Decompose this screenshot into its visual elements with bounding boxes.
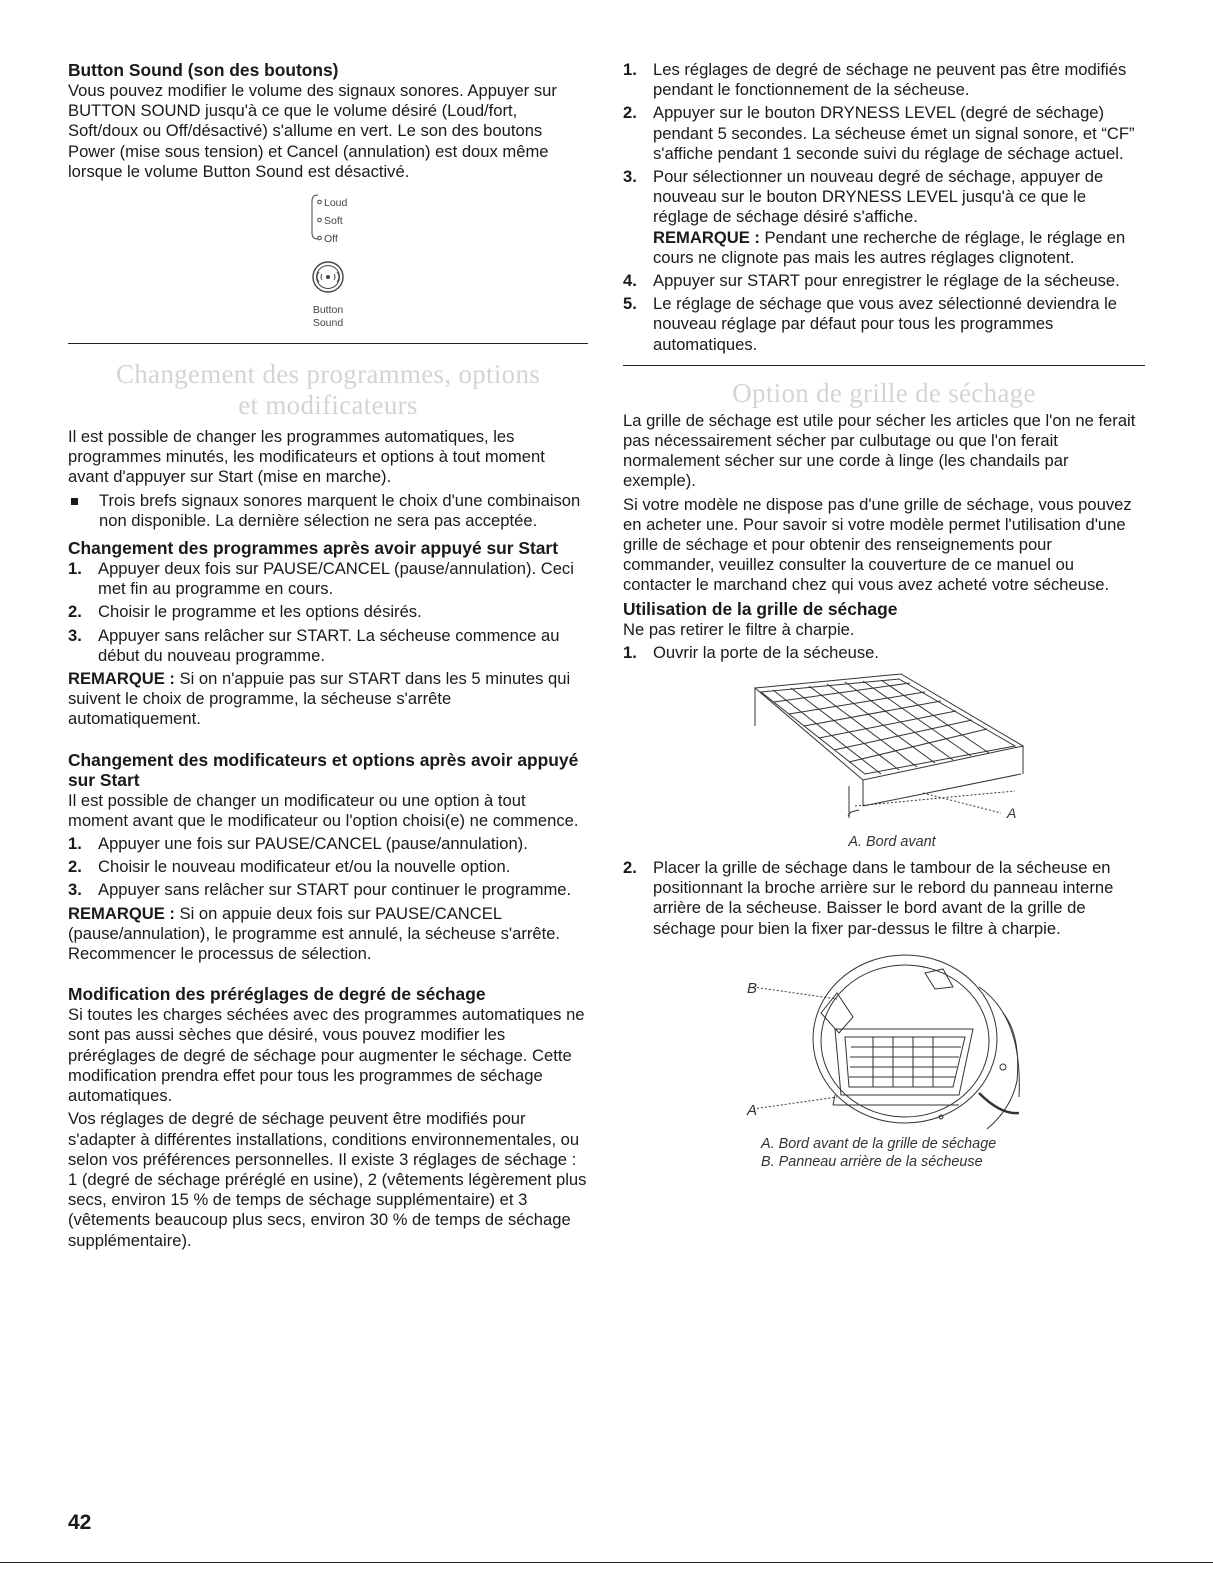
step-text: Appuyer une fois sur PAUSE/CANCEL (pause/annulation).	[98, 834, 528, 854]
list-item	[68, 857, 588, 877]
list-item	[623, 271, 1145, 291]
list-item	[623, 60, 1145, 100]
change-programs-steps	[68, 559, 588, 666]
using-rack-step-2	[623, 858, 1145, 939]
step-number: 5.	[623, 294, 637, 314]
step-text: Pour sélectionner un nouveau degré de séchage, appuyer de nouveau sur le bouton DRYNESS LEVEL jusqu'à ce que le réglage de séchage désiré s'affiche.	[653, 167, 1104, 227]
fig1-caption: A. Bord avant	[848, 834, 936, 847]
square-bullet-icon	[71, 498, 78, 505]
change-programs-note	[68, 669, 588, 730]
step-number: 2.	[623, 858, 637, 878]
section-title-programs: Changement des programmes, options et modificateurs	[115, 359, 541, 421]
fig2-caption-a: A. Bord avant de la grille de séchage	[761, 1135, 997, 1152]
step-number: 2.	[68, 602, 82, 622]
fig2-label-b: B	[747, 979, 758, 997]
level-soft-label: Soft	[324, 215, 343, 228]
section-divider	[623, 365, 1145, 366]
step-text: Choisir le nouveau modificateur et/ou la nouvelle option.	[98, 857, 511, 877]
dryness-presets-body-1: Si toutes les charges séchées avec des programmes automatiques ne sont pas aussi sèches que désiré, vous pouvez modifier les préréglages de degré de séchage pour augmenter le séchage. Cette modification prendra effet pour tous les programmes de séchage automatiques.	[68, 1005, 585, 1106]
step-text: Appuyer deux fois sur PAUSE/CANCEL (pause/annulation). Ceci met fin au programme en cours.	[98, 559, 574, 599]
step-number: 2.	[68, 857, 82, 877]
note-text: Si on appuie deux fois sur PAUSE/CANCEL (pause/annulation), le programme est annulé, la sécheuse s'arrête. Recommencer le processus de sélection.	[68, 903, 561, 964]
button-sound-label-2: Sound	[312, 317, 344, 330]
change-modifiers-note	[68, 904, 588, 965]
list-item	[68, 880, 588, 900]
list-item	[623, 103, 1145, 164]
section-title-drying-rack: Option de grille de séchage	[732, 377, 1036, 408]
step-number: 2.	[623, 103, 637, 123]
list-item	[68, 626, 588, 666]
list-item	[623, 643, 1145, 663]
programs-intro: Il est possible de changer les programmes automatiques, les programmes minutés, les modificateurs et options à tout moment avant d'appuyer sur Start (mise en marche).	[68, 427, 545, 487]
using-rack-heading: Utilisation de la grille de séchage	[623, 598, 898, 619]
step-number: 1.	[68, 834, 82, 854]
change-modifiers-heading: Changement des modificateurs et options après avoir appuyé sur Start	[68, 749, 579, 790]
change-modifiers-steps	[68, 834, 588, 901]
dryness-presets-heading: Modification des préréglages de degré de séchage	[68, 984, 486, 1005]
button-sound-body: Vous pouvez modifier le volume des signaux sonores. Appuyer sur BUTTON SOUND jusqu'à ce que le volume désiré (Loud/fort, Soft/doux ou Off/désactivé) s'allume en vert. Le son des boutons Power (mise sous tension) et Cancel (annulation) est doux même lorsque le volume Button Sound est désactivé.	[68, 81, 557, 181]
note-label: REMARQUE :	[68, 903, 175, 923]
step-text: Appuyer sur START pour enregistrer le réglage de la sécheuse.	[653, 271, 1120, 291]
step-text: Le réglage de séchage que vous avez sélectionné deviendra le nouveau réglage par défaut pour tous les programmes automatiques.	[653, 294, 1118, 354]
button-sound-label-1: Button	[312, 304, 344, 317]
bottom-rule	[0, 1562, 1213, 1563]
button-sound-heading: Button Sound (son des boutons)	[68, 60, 339, 80]
note-label: REMARQUE :	[653, 227, 760, 247]
step-number: 1.	[68, 559, 82, 579]
page-number: 42	[68, 1511, 92, 1534]
fig2-label-a: A	[747, 1101, 758, 1119]
dryness-presets-body-2: Vos réglages de degré de séchage peuvent être modifiés pour s'adapter à différentes installations, conditions environnementales, ou selon vos préférences personnelles. Il existe 3 réglages de séchage : 1 (degré de séchage préréglé en usine), 2 (vêtements légèrement plus secs, environ 15 % de temps de séchage supplémentaire) et 3 (vêtements beaucoup plus secs, environ 30 % de temps de séchage supplémentaire).	[68, 1109, 587, 1250]
step-text: Appuyer sans relâcher sur START. La sécheuse commence au début du nouveau programme.	[98, 625, 560, 665]
note-label: REMARQUE :	[68, 669, 175, 689]
step-number: 1.	[623, 60, 637, 79]
drying-rack-body-2: Si votre modèle ne dispose pas d'une grille de séchage, vous pouvez en acheter une. Pour savoir si votre modèle permet l'utilisation d'une grille de séchage et pour obtenir des renseignements pour commander, veuillez consulter la couverture de ce manuel ou contacter le marchand chez qui vous avez acheté votre sécheuse.	[623, 494, 1132, 595]
button-sound-illustration	[68, 185, 588, 343]
rack-figure	[623, 666, 1145, 846]
dryness-steps	[623, 60, 1145, 355]
step-number: 3.	[68, 880, 82, 900]
level-loud-label: Loud	[324, 197, 348, 210]
step-text: Les réglages de degré de séchage ne peuvent pas être modifiés pendant le fonctionnement de la sécheuse.	[653, 60, 1127, 100]
list-item	[68, 559, 588, 599]
step-text: Choisir le programme et les options désirés.	[98, 602, 422, 622]
step-text: Ouvrir la porte de la sécheuse.	[653, 642, 879, 662]
change-programs-heading: Changement des programmes après avoir appuyé sur Start	[68, 538, 558, 559]
step-text: Appuyer sans relâcher sur START pour continuer le programme.	[98, 880, 572, 900]
bullet-text: Trois brefs signaux sonores marquent le choix d'une combinaison non disponible. La dernière sélection ne sera pas acceptée.	[99, 490, 581, 530]
list-item	[623, 167, 1145, 268]
step-number: 4.	[623, 271, 637, 291]
using-rack-step-1	[623, 643, 1145, 663]
step-number: 3.	[68, 625, 82, 645]
section-divider	[68, 343, 588, 344]
fig2-caption-b: B. Panneau arrière de la sécheuse	[761, 1153, 983, 1167]
list-item	[623, 294, 1145, 355]
drying-rack-body-1: La grille de séchage est utile pour sécher les articles que l'on ne ferait pas nécessairement sécher par culbutage ou que l'on ferait normalement sécher sur une corde à linge (les chandails par exemple).	[623, 410, 1136, 491]
step-text: Appuyer sur le bouton DRYNESS LEVEL (degré de séchage) pendant 5 secondes. La sécheuse émet un signal sonore, et “CF” s'affiche pendant 1 seconde suivi du réglage de séchage actuel.	[653, 103, 1135, 163]
list-item	[68, 602, 588, 622]
right-column	[623, 60, 1145, 1167]
button-sound-panel	[68, 185, 588, 343]
note-text: Si on n'appuie pas sur START dans les 5 minutes qui suivent le choix de programme, la sécheuse s'arrête automatiquement.	[68, 669, 571, 729]
step-number: 1.	[623, 642, 637, 662]
list-item	[623, 858, 1145, 939]
left-column	[68, 60, 588, 1254]
using-rack-intro: Ne pas retirer le filtre à charpie.	[623, 619, 855, 639]
note-text: Pendant une recherche de réglage, le réglage en cours ne clignote pas mais les autres réglages clignotent.	[653, 227, 1126, 267]
drying-rack-illustration	[623, 666, 1145, 846]
step-number: 3.	[623, 167, 637, 187]
drum-figure	[623, 947, 1145, 1167]
level-off-label: Off	[324, 233, 338, 246]
drum-rack-illustration	[623, 947, 1145, 1167]
step-text: Placer la grille de séchage dans le tambour de la sécheuse en positionnant la broche arrière sur le rebord du panneau interne arrière de la sécheuse. Baisser le bord avant de la grille de séchage pour bien la fixer par-dessus le filtre à charpie.	[653, 858, 1114, 938]
list-item	[68, 834, 588, 854]
bullet-item	[68, 491, 588, 531]
fig1-label-a: A	[1007, 805, 1017, 822]
change-modifiers-body: Il est possible de changer un modificateur ou une option à tout moment avant que le modificateur ou l'option choisi(e) ne commence.	[68, 790, 579, 830]
